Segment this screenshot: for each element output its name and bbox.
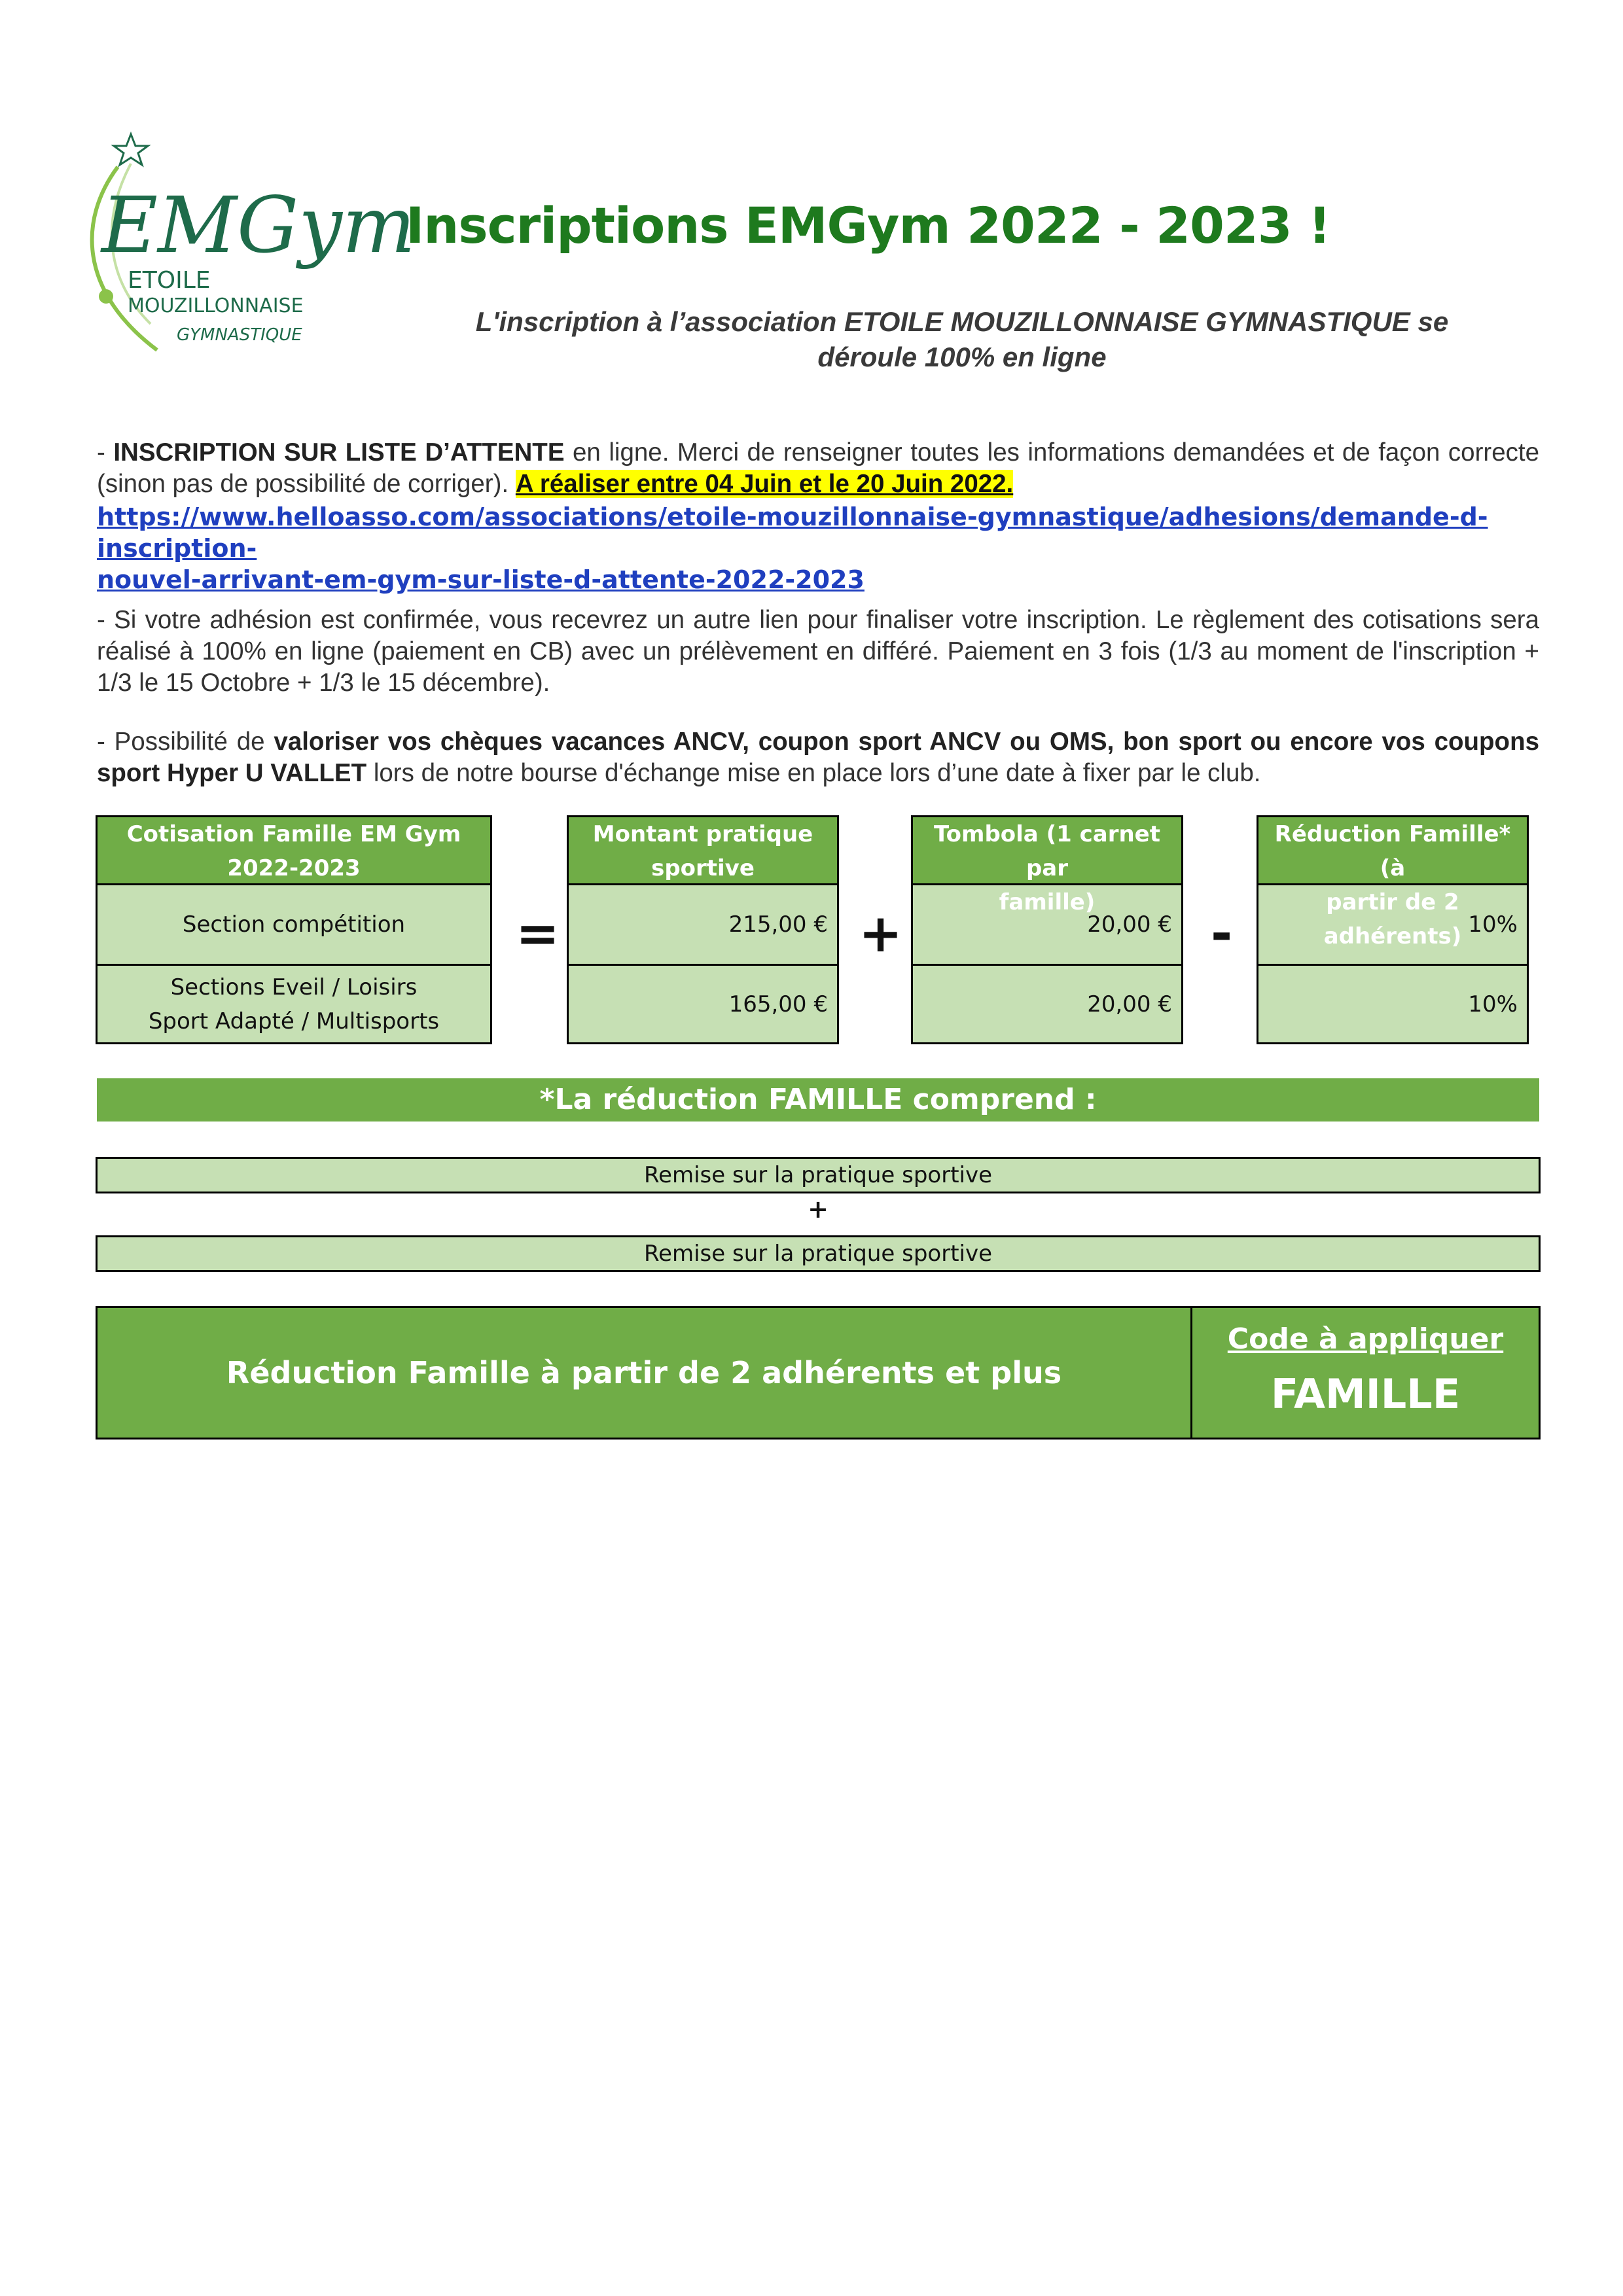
- plus-operator: +: [859, 903, 903, 964]
- cell-sections-eveil: Sections Eveil / Loisirs Sport Adapté / Multisports: [98, 964, 490, 1042]
- code-value: FAMILLE: [1270, 1370, 1461, 1418]
- vouchers-bold: valoriser vos chèques vacances ANCV, coupon sport ANCV ou OMS, bon sport ou encore vos coupons sport Hyper U VALLET: [97, 728, 1539, 787]
- link-line1[interactable]: https://www.helloasso.com/associations/etoile-mouzillonnaise-gymnastique/adhesions/demande-d-inscription-: [97, 503, 1488, 563]
- header-line: 2022-2023: [227, 855, 361, 881]
- vouchers-text1: - Possibilité de: [97, 728, 274, 756]
- minus-operator: -: [1211, 903, 1233, 964]
- remise-row-1: Remise sur la pratique sportive: [96, 1157, 1541, 1193]
- link-line2[interactable]: nouvel-arrivant-em-gym-sur-liste-d-attente-2022-2023: [97, 565, 865, 594]
- logo-line2: MOUZILLONNAISE: [128, 294, 304, 317]
- logo-main-text: EMGym: [101, 180, 416, 270]
- helloasso-link[interactable]: [97, 501, 1539, 595]
- logo-line1: ETOILE: [128, 267, 211, 294]
- cell-montant-competition: 215,00 €: [569, 885, 837, 964]
- dash: -: [97, 438, 114, 467]
- logo-line3: GYMNASTIQUE: [177, 325, 302, 345]
- subtitle-line1: L'inscription à l’association ETOILE MOUZILLONNAISE GYMNASTIQUE se: [475, 306, 1449, 337]
- subtitle-line2: déroule 100% en ligne: [817, 342, 1107, 372]
- table-montant: [567, 815, 839, 1044]
- cell-reduction-competition: 10%: [1258, 885, 1527, 964]
- cell-montant-loisirs: 165,00 €: [569, 964, 837, 1042]
- table-header-tombola: Tombola (1 carnet par famille): [913, 817, 1181, 885]
- cell-tombola-competition: 20,00 €: [913, 885, 1181, 964]
- subtitle: [419, 304, 1505, 375]
- vouchers-text2: lors de notre bourse d'échange mise en place lors d’une date à fixer par le club.: [366, 759, 1261, 787]
- table-header-reduction: Réduction Famille* (à partir de 2 adhérents): [1258, 817, 1527, 885]
- famille-code-box: [96, 1306, 1541, 1439]
- star-icon: [114, 134, 148, 165]
- code-cell: [1192, 1308, 1539, 1438]
- remise-row-2: Remise sur la pratique sportive: [96, 1235, 1541, 1272]
- table-header-montant: Montant pratique sportive: [569, 817, 837, 885]
- cell-tombola-loisirs: 20,00 €: [913, 964, 1181, 1042]
- famille-reduction-label: Réduction Famille à partir de 2 adhérents et plus: [98, 1308, 1192, 1438]
- waiting-list-bold: INSCRIPTION SUR LISTE D’ATTENTE: [113, 438, 565, 467]
- page-title: Inscriptions EMGym 2022 - 2023 !: [406, 196, 1330, 255]
- table-header-cotisation: [98, 817, 490, 885]
- cell-section-competition: Section compétition: [98, 885, 490, 964]
- header-line: Cotisation Famille EM Gym: [126, 821, 461, 847]
- waiting-list-text: en ligne. Merci de renseigner toutes les informations demandées et de façon correcte (sinon pas de possibilité de corriger).: [97, 438, 1539, 498]
- emgym-logo: [65, 128, 416, 363]
- table-tombola: [911, 815, 1183, 1044]
- date-highlight: A réaliser entre 04 Juin et le 20 Juin 2022.: [515, 470, 1014, 498]
- remise-plus: +: [808, 1195, 829, 1224]
- table-reduction: [1257, 815, 1529, 1044]
- table-cotisation: [96, 815, 492, 1044]
- paragraph-waiting-list: [97, 437, 1539, 500]
- paragraph-confirmation: - Si votre adhésion est confirmée, vous recevrez un autre lien pour finaliser votre inscription. Le règlement des cotisations sera réalisé à 100% en ligne (paiement en CB) avec un prélèvement en différé. Paiement en 3 fois (1/3 au moment de l'inscription + 1/3 le 15 Octobre + 1/3 le 15 décembre).: [97, 606, 1539, 697]
- paragraph-vouchers: [97, 726, 1539, 789]
- equals-operator: =: [516, 903, 560, 964]
- ball-dot: [99, 289, 113, 304]
- code-label: Code à appliquer: [1227, 1322, 1504, 1356]
- famille-banner: *La réduction FAMILLE comprend :: [97, 1078, 1539, 1122]
- cell-reduction-loisirs: 10%: [1258, 964, 1527, 1042]
